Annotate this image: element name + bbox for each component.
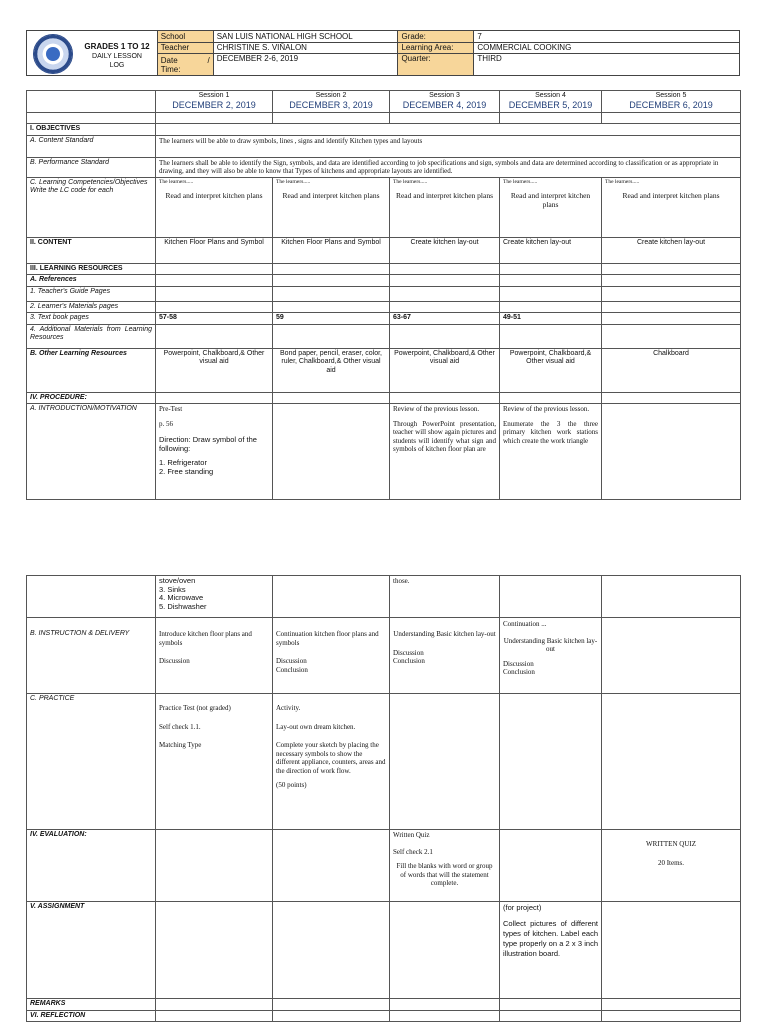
- grade-value: 7: [474, 31, 740, 43]
- tg-label: 1. Teacher's Guide Pages: [27, 286, 156, 301]
- textbook-session-1: 57-58: [156, 313, 273, 325]
- practice-session-4: [500, 694, 602, 830]
- content-session-3: Create kitchen lay-out: [390, 237, 500, 263]
- lc-text-3: Read and interpret kitchen plans: [395, 190, 494, 200]
- pretest-cont: stove/oven: [159, 576, 196, 585]
- lc-text-2: Read and interpret kitchen plans: [282, 190, 380, 200]
- lc-lead-1: The learners.....: [159, 178, 194, 185]
- procedure-row: [27, 392, 741, 404]
- school-value: SAN LUIS NATIONAL HIGH SCHOOL: [213, 31, 398, 43]
- other-session-4: Powerpoint, Chalkboard,& Other visual aid: [500, 348, 602, 392]
- instruction-3-conclusion: Conclusion: [393, 657, 425, 665]
- introduction-continued-row: [27, 576, 741, 618]
- practice-session-3: [390, 694, 500, 830]
- pretest-item-3: 3. Sinks: [159, 584, 186, 594]
- lc-session-2: [273, 177, 390, 237]
- other-resources-row: [27, 348, 741, 392]
- instruction-label: B. INSTRUCTION & DELIVERY: [27, 618, 156, 694]
- performance-standard-label: B. Performance Standard: [27, 157, 156, 177]
- practice-session-2: [273, 694, 390, 830]
- assignment-row: [27, 902, 741, 999]
- lc-session-4: [500, 177, 602, 237]
- instruction-1-text: Introduce kitchen floor plans and symbols: [159, 630, 252, 647]
- intro-cont-label: [27, 576, 156, 618]
- intro-4-text: Enumerate the 3 the three primary kitchen work stations which create the work triangle: [503, 419, 598, 445]
- session-2-date: DECEMBER 3, 2019: [289, 99, 373, 110]
- intro-cont-session-3: those.: [390, 576, 500, 618]
- corner-cell: [27, 91, 156, 113]
- lc-text-1: Read and interpret kitchen plans: [165, 190, 263, 200]
- content-session-5: Create kitchen lay-out: [602, 237, 741, 263]
- practice-1-self-check: Self check 1.1.: [159, 722, 201, 731]
- session-5-date: DECEMBER 6, 2019: [629, 99, 713, 110]
- assignment-session-4: [500, 902, 602, 999]
- objectives-heading: I. OBJECTIVES: [27, 124, 156, 136]
- practice-label: C. PRACTICE: [27, 694, 156, 830]
- session-1-date: DECEMBER 2, 2019: [172, 99, 256, 110]
- competencies-label: C. Learning Competencies/Objectives Write the LC code for each: [27, 177, 156, 237]
- intro-session-3: [390, 404, 500, 500]
- other-session-1: Powerpoint, Chalkboard,& Other visual aid: [156, 348, 273, 392]
- session-3-date: DECEMBER 4, 2019: [402, 99, 487, 110]
- evaluation-3-instructions: Fill the blanks with word or group of words that will the statement complete.: [396, 862, 493, 887]
- content-session-1: Kitchen Floor Plans and Symbol: [156, 237, 273, 263]
- practice-1-test: Practice Test (not graded): [159, 704, 231, 712]
- assignment-session-1: [156, 902, 273, 999]
- textbook-session-5: [602, 313, 741, 325]
- date-time-label: [157, 54, 213, 76]
- session-1-header: [156, 91, 273, 113]
- other-session-2: Bond paper, pencil, eraser, color, ruler, Chalkboard,& Other visual aid: [273, 348, 390, 392]
- practice-2-instructions: Complete your sketch by placing the necessary symbols to show the different appliance, counters, areas and the direction of work flow.: [276, 741, 386, 775]
- quarter-value: THIRD: [474, 54, 740, 76]
- session-2-header: [273, 91, 390, 113]
- dll-header: [26, 30, 740, 76]
- pretest-page: p. 56: [159, 419, 173, 428]
- logo-cell: [27, 31, 158, 76]
- session-5-header: [602, 91, 741, 113]
- instruction-3-discussion: Discussion: [393, 648, 424, 657]
- intro-cont-session-1: [156, 576, 273, 618]
- pretest-item-1: 1. Refrigerator: [159, 458, 207, 467]
- content-session-4: Create kitchen lay-out: [500, 237, 602, 263]
- remarks-label: REMARKS: [27, 999, 156, 1011]
- practice-session-5: [602, 694, 741, 830]
- instruction-2-discussion: Discussion: [276, 657, 307, 665]
- evaluation-session-2: [273, 830, 390, 902]
- content-standard-label: A. Content Standard: [27, 135, 156, 157]
- evaluation-3-self-check: Self check 2.1: [393, 847, 433, 856]
- time-label: Time:: [160, 64, 181, 74]
- date-label: Date: [160, 55, 178, 65]
- session-4-date: DECEMBER 5, 2019: [508, 99, 593, 110]
- assignment-label: V. ASSIGNMENT: [27, 902, 156, 999]
- evaluation-session-1: [156, 830, 273, 902]
- assignment-session-5: [602, 902, 741, 999]
- lc-lead-2: The learners.....: [276, 178, 311, 185]
- deped-seal-icon: [33, 34, 73, 74]
- quarter-label: Quarter:: [398, 54, 474, 76]
- reflection-row: [27, 1010, 741, 1022]
- lm-label: 2. Learner's Materials pages: [27, 301, 156, 313]
- session-1-name: Session 1: [198, 92, 230, 99]
- performance-standard-row: [27, 157, 741, 177]
- performance-standard-text: The learners shall be able to identify the Sign, symbols, and data are identified according to job specifications and sign, symbols and data are determined according to classification or as appropriate in drawing, and they will also be able to know that Types of kitchens and appropriate layouts are identified.: [156, 157, 741, 177]
- reflection-label: VI. REFLECTION: [27, 1010, 156, 1022]
- other-session-5: Chalkboard: [602, 348, 741, 392]
- practice-2-layout: Lay-out own dream kitchen.: [276, 722, 356, 731]
- additional-row: [27, 324, 741, 348]
- textbook-row: [27, 313, 741, 325]
- assignment-session-3: [390, 902, 500, 999]
- practice-1-matching: Matching Type: [159, 741, 202, 749]
- header-table: [26, 30, 740, 76]
- introduction-label: A. INTRODUCTION/MOTIVATION: [27, 404, 156, 500]
- intro-cont-session-4: [500, 576, 602, 618]
- lm-row: [27, 301, 741, 313]
- content-row: [27, 237, 741, 263]
- instruction-4-continuation: Continuation ...: [503, 620, 547, 628]
- assignment-session-2: [273, 902, 390, 999]
- title-line-2: DAILY LESSON: [92, 53, 142, 60]
- session-5-name: Session 5: [655, 92, 687, 99]
- evaluation-label: IV. EVALUATION:: [27, 830, 156, 902]
- references-heading: A. References: [27, 275, 156, 287]
- intro-session-5: [602, 404, 741, 500]
- session-header-row: [27, 91, 741, 113]
- content-heading: II. CONTENT: [27, 237, 156, 263]
- instruction-4-discussion: Discussion: [503, 659, 534, 668]
- intro-3-text: Through PowerPoint presentation, teacher will show again pictures and students will identify what sign and symbols of kitchen floor plan are: [393, 419, 496, 453]
- instruction-2-conclusion: Conclusion: [276, 665, 308, 674]
- instruction-row: [27, 618, 741, 694]
- instruction-3-text: Understanding Basic kitchen lay-out: [393, 630, 496, 638]
- evaluation-3-quiz: Written Quiz: [393, 831, 430, 839]
- title-line-1: GRADES 1 TO 12: [84, 42, 150, 51]
- evaluation-session-5: [602, 830, 741, 902]
- session-3-name: Session 3: [429, 92, 460, 99]
- resources-row: [27, 263, 741, 275]
- dll-title: [77, 41, 157, 70]
- intro-cont-session-2: [273, 576, 390, 618]
- assignment-4-project: (for project): [503, 903, 542, 912]
- procedure-heading: IV. PROCEDURE:: [27, 392, 156, 404]
- introduction-row: [27, 404, 741, 500]
- lc-lead-5: The learners.....: [605, 178, 640, 185]
- objectives-row: [27, 124, 741, 136]
- session-4-name: Session 4: [535, 92, 566, 99]
- pretest-text: Pre-Test: [159, 405, 183, 413]
- intro-session-2: [273, 404, 390, 500]
- intro-3-review: Review of the previous lesson.: [393, 405, 480, 413]
- date-value: DECEMBER 2-6, 2019: [213, 54, 398, 76]
- textbook-session-4: 49-51: [500, 313, 602, 325]
- area-value: COMMERCIAL COOKING: [474, 42, 740, 54]
- intro-cont-session-5: [602, 576, 741, 618]
- lc-text-5: Read and interpret kitchen plans: [622, 190, 720, 200]
- area-label: Learning Area:: [398, 42, 474, 54]
- instruction-4-conclusion: Conclusion: [503, 668, 535, 676]
- content-session-2: Kitchen Floor Plans and Symbol: [273, 237, 390, 263]
- session-3-header: [390, 91, 500, 113]
- practice-2-points: (50 points): [276, 781, 307, 789]
- content-standard-text: The learners will be able to draw symbols, lines , signs and identify Kitchen types and layouts: [156, 135, 741, 157]
- title-line-3: LOG: [109, 62, 125, 69]
- assignment-4-text: Collect pictures of different types of kitchen. Label each type properly on a 2 x 3 inch illustration board.: [503, 919, 598, 958]
- textbook-session-2: 59: [273, 313, 390, 325]
- lc-session-1: [156, 177, 273, 237]
- textbook-label: 3. Text book pages: [27, 313, 156, 325]
- evaluation-session-3: [390, 830, 500, 902]
- intro-session-4: [500, 404, 602, 500]
- practice-session-1: [156, 694, 273, 830]
- date-slash: /: [207, 55, 210, 65]
- other-resources-label: B. Other Learning Resources: [27, 348, 156, 392]
- pretest-direction: Direction: Draw symbol of the following:: [159, 435, 257, 453]
- page-2: [0, 560, 768, 1024]
- pretest-item-4: 4. Microwave: [159, 593, 204, 602]
- blank-row: [27, 113, 741, 124]
- instruction-session-2: [273, 618, 390, 694]
- lc-lead-4: The learners.....: [503, 178, 538, 185]
- intro-session-1: [156, 404, 273, 500]
- instruction-session-3: [390, 618, 500, 694]
- evaluation-session-4: [500, 830, 602, 902]
- evaluation-5-items: 20 Items.: [657, 858, 685, 867]
- additional-label: 4. Additional Materials from Learning Resources: [27, 324, 156, 348]
- lesson-table-page-2: [26, 575, 741, 1022]
- practice-row: [27, 694, 741, 830]
- evaluation-5-quiz: WRITTEN QUIZ: [646, 840, 696, 848]
- teacher-value: CHRISTINE S. VIÑALON: [213, 42, 398, 54]
- school-label: School: [157, 31, 213, 43]
- instruction-1-discussion: Discussion: [159, 657, 190, 665]
- instruction-session-1: [156, 618, 273, 694]
- instruction-4-text: Understanding Basic kitchen lay-out: [503, 636, 598, 653]
- pretest-item-5: 5. Dishwasher: [159, 601, 207, 611]
- lc-lead-3: The learners.....: [393, 178, 428, 185]
- instruction-session-5: [602, 618, 741, 694]
- session-4-header: [500, 91, 602, 113]
- lesson-table-page-1: [26, 90, 741, 500]
- practice-2-activity: Activity.: [276, 704, 301, 712]
- lc-text-4: Read and interpret kitchen plans: [510, 190, 591, 209]
- lc-session-5: [602, 177, 741, 237]
- other-session-3: Powerpoint, Chalkboard,& Other visual aid: [390, 348, 500, 392]
- instruction-session-4: [500, 618, 602, 694]
- references-row: [27, 275, 741, 287]
- textbook-session-3: 63-67: [390, 313, 500, 325]
- tg-row: [27, 286, 741, 301]
- competencies-row: [27, 177, 741, 237]
- remarks-row: [27, 999, 741, 1011]
- instruction-2-text: Continuation kitchen floor plans and symbols: [276, 630, 379, 647]
- evaluation-row: [27, 830, 741, 902]
- resources-heading: III. LEARNING RESOURCES: [27, 263, 156, 275]
- session-2-name: Session 2: [315, 92, 347, 99]
- lc-session-3: [390, 177, 500, 237]
- pretest-item-2: 2. Free standing: [159, 466, 214, 476]
- teacher-label: Teacher: [157, 42, 213, 54]
- intro-4-review: Review of the previous lesson.: [503, 405, 590, 413]
- content-standard-row: [27, 135, 741, 157]
- grade-label: Grade:: [398, 31, 474, 43]
